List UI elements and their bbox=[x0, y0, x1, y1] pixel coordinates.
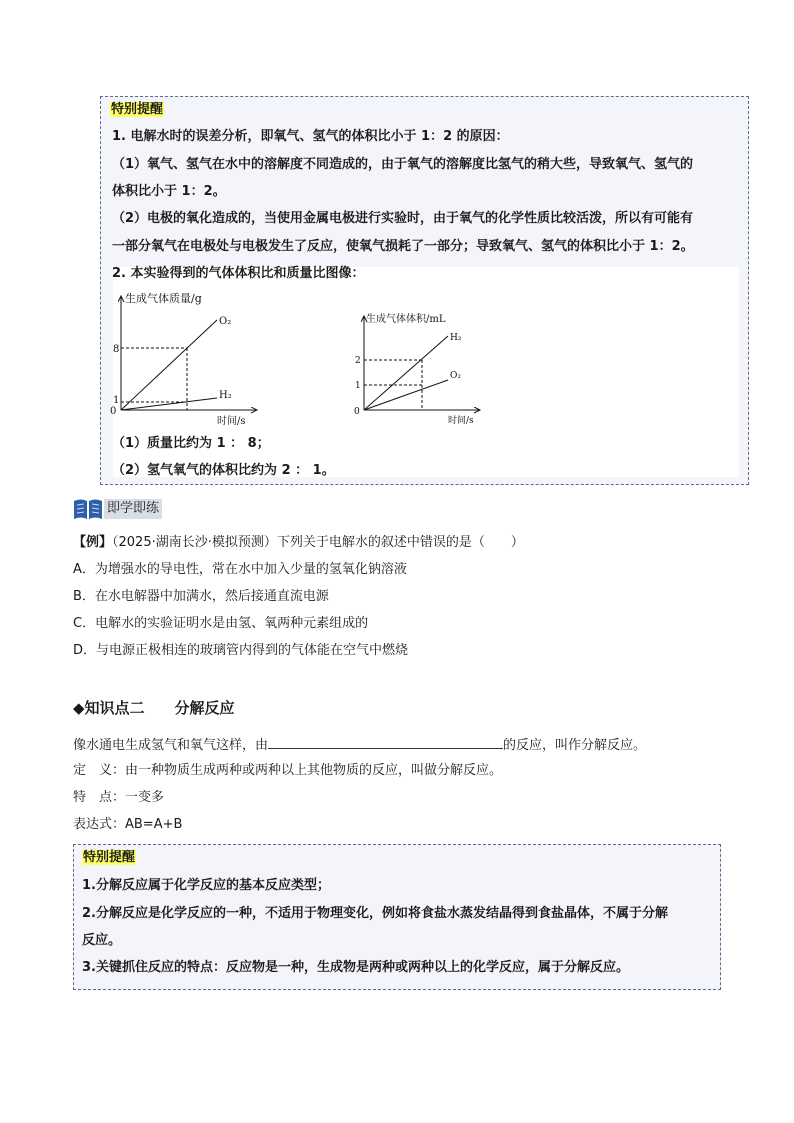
fill-line-post: 的反应，叫作分解反应。 bbox=[503, 738, 647, 753]
question-text: （2025·湖南长沙·模拟预测）下列关于电解水的叙述中错误的是（ ） bbox=[112, 535, 524, 550]
volume-tick-1: 1 bbox=[355, 381, 361, 391]
mass-h2-label: H₂ bbox=[219, 390, 232, 401]
mass-h2-line bbox=[121, 398, 217, 410]
expression: 表达式：AB=A+B bbox=[73, 817, 183, 832]
reminder-point-1: 1. 电解水时的误差分析，即氧气、氢气的体积比小于 1：2 的原因： bbox=[112, 129, 509, 144]
reminder-point-1-2a: （2）电极的氧化造成的，当使用金属电极进行实验时，由于氧气的化学性质比较活泼，所以有可能有 bbox=[112, 211, 694, 226]
section-heading: ◆知识点二 分解反应 bbox=[73, 699, 235, 717]
mass-tick-8: 8 bbox=[113, 344, 120, 355]
reminder-point-1-1b: 体积比小于 1：2。 bbox=[112, 184, 226, 199]
box2-point-2a: 2.分解反应是化学反应的一种，不适用于物理变化，例如将食盐水蒸发结晶得到食盐晶体，不属于分解 bbox=[82, 906, 668, 921]
volume-tick-2: 2 bbox=[355, 356, 361, 366]
volume-ratio-result: （2）氢气氧气的体积比约为 2 ： 1。 bbox=[112, 463, 335, 478]
mass-x-label: 时间/s bbox=[217, 416, 246, 426]
mass-chart bbox=[105, 286, 275, 426]
mass-o2-label: O₂ bbox=[219, 316, 232, 327]
volume-o2-label: O₂ bbox=[450, 371, 461, 381]
volume-h2-line bbox=[364, 336, 448, 410]
mass-tick-1: 1 bbox=[113, 395, 120, 406]
book-icon bbox=[73, 498, 103, 520]
question-tag: 【例】 bbox=[73, 535, 113, 550]
mass-ratio-result: （1）质量比约为 1 ： 8； bbox=[112, 436, 270, 451]
box2-point-1: 1.分解反应属于化学反应的基本反应类型； bbox=[82, 878, 330, 893]
volume-h2-label: H₂ bbox=[450, 333, 462, 343]
mass-tick-0: 0 bbox=[110, 406, 117, 417]
practice-title: 即学即练 bbox=[104, 499, 162, 519]
box2-point-2b: 反应。 bbox=[82, 933, 122, 948]
option-a: A．为增强水的导电性，常在水中加入少量的氢氧化钠溶液 bbox=[73, 562, 407, 577]
box2-point-3: 3.关键抓住反应的特点：反应物是一种，生成物是两种或两种以上的化学反应，属于分解反应。 bbox=[82, 960, 629, 975]
option-c: C．电解水的实验证明水是由氢、氧两种元素组成的 bbox=[73, 616, 369, 631]
option-d: D．与电源正极相连的玻璃管内得到的气体能在空气中燃烧 bbox=[73, 643, 409, 658]
reminder-point-2: 2. 本实验得到的气体体积比和质量比图像： bbox=[112, 266, 365, 281]
fill-blank[interactable] bbox=[268, 734, 503, 749]
mass-y-label: 生成气体质量/g bbox=[125, 292, 202, 305]
feature: 特 点：一变多 bbox=[73, 790, 165, 805]
fill-line-pre: 像水通电生成氢气和氧气这样，由 bbox=[73, 738, 269, 753]
volume-x-label: 时间/s bbox=[448, 416, 474, 426]
reminder-title-2: 特别提醒 bbox=[83, 850, 136, 865]
volume-tick-0: 0 bbox=[354, 407, 360, 417]
volume-y-label: 生成气体体积/mL bbox=[366, 314, 446, 325]
mass-o2-line bbox=[121, 320, 217, 410]
option-b: B．在水电解器中加满水，然后接通直流电源 bbox=[73, 589, 329, 604]
reminder-title-1: 特别提醒 bbox=[111, 102, 164, 117]
volume-chart bbox=[350, 306, 500, 426]
reminder-point-1-1a: （1）氧气、氢气在水中的溶解度不同造成的，由于氧气的溶解度比氢气的稍大些，导致氧气、氢气的 bbox=[112, 157, 694, 172]
definition: 定 义：由一种物质生成两种或两种以上其他物质的反应，叫做分解反应。 bbox=[73, 763, 503, 778]
reminder-point-1-2b: 一部分氧气在电极处与电极发生了反应，使氧气损耗了一部分；导致氧气、氢气的体积比小于 1：2。 bbox=[112, 239, 694, 254]
